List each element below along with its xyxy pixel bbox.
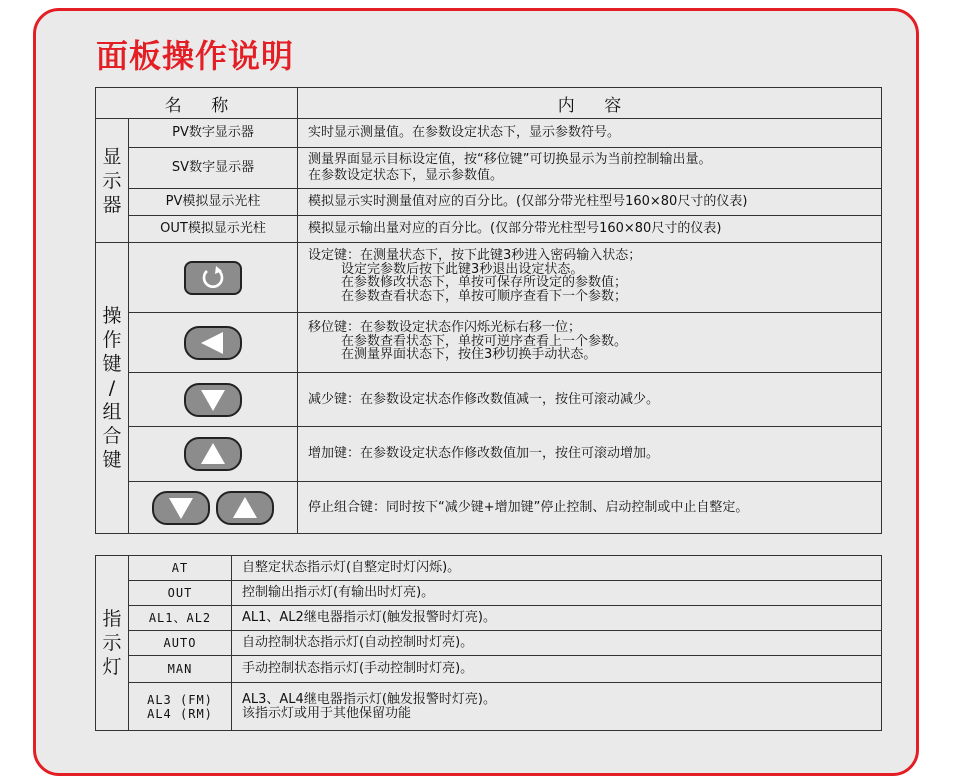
keys-group-label: 操 作 键 / 组 合 键 [95, 242, 129, 534]
key-row-content: 停止组合键：同时按下“减少键+增加键”停止控制、启动控制或中止自整定。 [297, 481, 882, 534]
key-row-content: 减少键：在参数设定状态作修改数值减一，按住可滚动减少。 [297, 372, 882, 427]
shift-key-icon [183, 325, 243, 361]
key-cell [128, 312, 298, 373]
page-title: 面板操作说明 [96, 37, 295, 75]
display-row-content: 测量界面显示目标设定值，按“移位键”可切换显示为当前控制输出量。 在参数设定状态下，显示参数值。 [297, 147, 882, 189]
set-key-icon [183, 260, 243, 296]
indicator-name: AL1、AL2 [128, 605, 232, 631]
indicator-content: AL3、AL4继电器指示灯(触发报警时灯亮)。 该指示灯或用于其他保留功能 [231, 682, 882, 731]
indicator-name: AUTO [128, 630, 232, 656]
display-row-name: PV模拟显示光柱 [128, 188, 298, 216]
key-cell [128, 372, 298, 427]
display-row-content: 模拟显示输出量对应的百分比。(仅部分带光柱型号160×80尺寸的仪表) [297, 215, 882, 243]
indicator-name: AL3 (FM) AL4 (RM) [128, 682, 232, 731]
indicator-content: AL1、AL2继电器指示灯(触发报警时灯亮)。 [231, 605, 882, 631]
display-row-name: OUT模拟显示光柱 [128, 215, 298, 243]
indicator-name: OUT [128, 580, 232, 606]
indicator-name: MAN [128, 655, 232, 683]
indicator-content: 手动控制状态指示灯(手动控制时灯亮)。 [231, 655, 882, 683]
display-row-name: SV数字显示器 [128, 147, 298, 189]
display-group-label: 显 示 器 [95, 118, 129, 243]
up-key-icon [183, 436, 243, 472]
indicator-name: AT [128, 555, 232, 581]
key-row-content: 移位键：在参数设定状态作闪烁光标右移一位； 在参数查看状态下，单按可逆序查看上一个参数。 在测量界面状态下，按住3秒切换手动状态。 [297, 312, 882, 373]
key-row-content: 设定键：在测量状态下，按下此键3秒进入密码输入状态； 设定完参数后按下此键3秒退出设定状态。 在参数修改状态下，单按可保存所设定的参数值； 在参数查看状态下，单按可顺序查看下一个参数； [297, 242, 882, 313]
key-cell [128, 481, 298, 534]
key-cell [128, 426, 298, 482]
header-content: 内 容 [297, 87, 882, 119]
display-row-name: PV数字显示器 [128, 118, 298, 148]
header-name: 名 称 [95, 87, 298, 119]
display-row-content: 实时显示测量值。在参数设定状态下，显示参数符号。 [297, 118, 882, 148]
stop-combo-icon [151, 490, 275, 526]
down-key-icon [183, 382, 243, 418]
indicator-content: 控制输出指示灯(有输出时灯亮)。 [231, 580, 882, 606]
indicator-content: 自整定状态指示灯(自整定时灯闪烁)。 [231, 555, 882, 581]
indicator-content: 自动控制状态指示灯(自动控制时灯亮)。 [231, 630, 882, 656]
key-row-content: 增加键：在参数设定状态作修改数值加一，按住可滚动增加。 [297, 426, 882, 482]
key-cell [128, 242, 298, 313]
display-row-content: 模拟显示实时测量值对应的百分比。(仅部分带光柱型号160×80尺寸的仪表) [297, 188, 882, 216]
indicator-group-label: 指 示 灯 [95, 555, 129, 731]
